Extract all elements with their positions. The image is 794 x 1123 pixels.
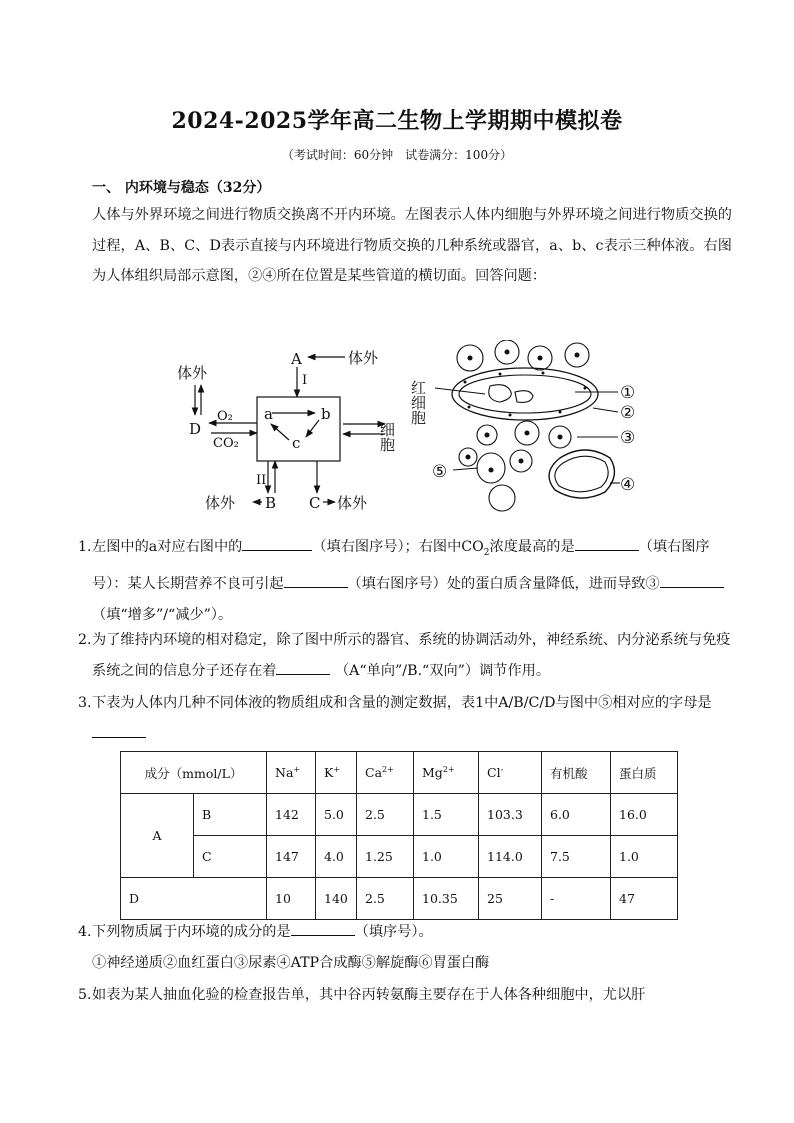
arrow-b-c bbox=[306, 420, 319, 437]
label-I: I bbox=[302, 373, 308, 388]
question-2: 2. 为了维持内环境的相对稳定，除了图中所示的器官、系统的协调活动外，神经系统、内分泌系统与免疫系统之间的信息分子还存在着 （A“单向”/B.“双向”）调节作用。 bbox=[78, 632, 731, 679]
label-c: c bbox=[292, 434, 301, 452]
table-row: C 147 4.0 1.25 1.0 114.0 7.5 1.0 bbox=[121, 836, 678, 878]
leader-rbc bbox=[435, 388, 485, 394]
label-II: II bbox=[256, 473, 267, 488]
left-labels bbox=[177, 349, 396, 512]
label-O2: O₂ bbox=[217, 409, 233, 424]
label-C: C bbox=[309, 494, 321, 512]
table-row: A B 142 5.0 2.5 1.5 103.3 6.0 16.0 bbox=[121, 794, 678, 836]
intro-paragraph: 人体与外界环境之间进行物质交换离不开内环境。左图表示人体内细胞与外界环境之间进行物质交换的过程，A、B、C、D表示直接与内环境进行物质交换的几种系统或器官，a、b、c表示三种体液。右图为人体组织局部示意图，②④所在位置是某些管道的横切面。回答问题： bbox=[92, 207, 732, 284]
answer-blank[interactable] bbox=[291, 919, 355, 936]
label-4: ④ bbox=[620, 475, 636, 495]
header-cell: Na+ bbox=[267, 752, 316, 794]
table-header-row bbox=[121, 752, 678, 794]
header-cell: 蛋白质 bbox=[611, 752, 678, 794]
label-B: B bbox=[265, 494, 277, 512]
left-diagram bbox=[195, 357, 385, 502]
exam-info: （考试时间：60分钟 试卷满分：100分） bbox=[281, 148, 513, 162]
label-3: ③ bbox=[620, 428, 636, 448]
right-diagram bbox=[435, 340, 620, 511]
label-outside-B: 体外 bbox=[205, 494, 236, 512]
answer-blank[interactable] bbox=[92, 721, 146, 738]
header-cell: 成分（mmol/L） bbox=[121, 752, 267, 794]
question-4: 4. 下列物质属于内环境的成分的是 （填序号）。 ①神经递质②血红蛋白③尿素④ATP合成酶⑤解旋酶⑥胃蛋白酶 bbox=[78, 917, 738, 979]
red-blood-cell bbox=[489, 385, 512, 402]
answer-blank[interactable] bbox=[284, 571, 348, 588]
q4-options: ①神经递质②血红蛋白③尿素④ATP合成酶⑤解旋酶⑥胃蛋白酶 bbox=[92, 955, 490, 971]
header-cell: 有机酸 bbox=[542, 752, 611, 794]
row-label: C bbox=[194, 836, 267, 878]
label-outside-C: 体外 bbox=[337, 494, 368, 512]
section-heading: 一、 内环境与稳态（32分） bbox=[92, 180, 271, 196]
answer-blank[interactable] bbox=[276, 658, 330, 675]
composition-table bbox=[120, 751, 678, 920]
figure-diagrams bbox=[165, 340, 675, 520]
question-3: 3. 下表为人体内几种不同体液的物质组成和含量的测定数据，表1中A/B/C/D与图中⑤相对应的字母是 bbox=[78, 688, 738, 750]
arrow-c-a bbox=[271, 424, 289, 440]
tissue-cells bbox=[457, 340, 589, 511]
header-cell: $Mg^{2+}$ bbox=[414, 752, 479, 794]
header-cell: K+ bbox=[316, 752, 357, 794]
lymph-vessel bbox=[549, 450, 614, 498]
label-outside-A: 体外 bbox=[348, 349, 379, 367]
row-label: D bbox=[121, 878, 267, 920]
page-title: 2024-2025学年高二生物上学期期中模拟卷 bbox=[171, 108, 623, 134]
row-label: B bbox=[194, 794, 267, 836]
question-5: 5. 如表为某人抽血化验的检查报告单，其中谷丙转氨酶主要存在于人体各种细胞中，尤以肝 bbox=[78, 987, 646, 1003]
label-CO2: CO₂ bbox=[213, 436, 239, 451]
capillary-wall bbox=[452, 368, 598, 420]
label-D: D bbox=[189, 420, 202, 438]
label-A: A bbox=[291, 350, 302, 368]
label-b: b bbox=[321, 405, 331, 423]
question-1: 1. 左图中的a对应右图中的 （填右图序号）；右图中$CO_2$浓度最高的是 （填右图序号）：某人长期营养不良可引起 （填右图序号）处的蛋白质含量降低，进而导致③（填“增多”/“减少”）。 bbox=[78, 532, 738, 631]
capillary-lumen bbox=[459, 375, 591, 413]
header-cell: Cl- bbox=[479, 752, 542, 794]
group-cell: A bbox=[121, 794, 194, 878]
leader-5 bbox=[453, 468, 478, 470]
answer-blank[interactable] bbox=[660, 571, 724, 588]
label-outside-D: 体外 bbox=[177, 364, 208, 382]
answer-blank[interactable] bbox=[575, 534, 639, 551]
label-5: ⑤ bbox=[432, 462, 448, 482]
label-a: a bbox=[264, 405, 273, 423]
header-cell: $Ca^{2+}$ bbox=[357, 752, 414, 794]
label-1: ① bbox=[620, 383, 636, 403]
leader-2 bbox=[593, 408, 618, 412]
label-rbc: 红细胞 bbox=[409, 380, 427, 425]
label-cell: 细胞 bbox=[378, 422, 396, 452]
answer-blank[interactable] bbox=[242, 534, 312, 551]
label-2: ② bbox=[620, 403, 636, 423]
table-row: D 10 140 2.5 10.35 25 - 47 bbox=[121, 878, 678, 920]
